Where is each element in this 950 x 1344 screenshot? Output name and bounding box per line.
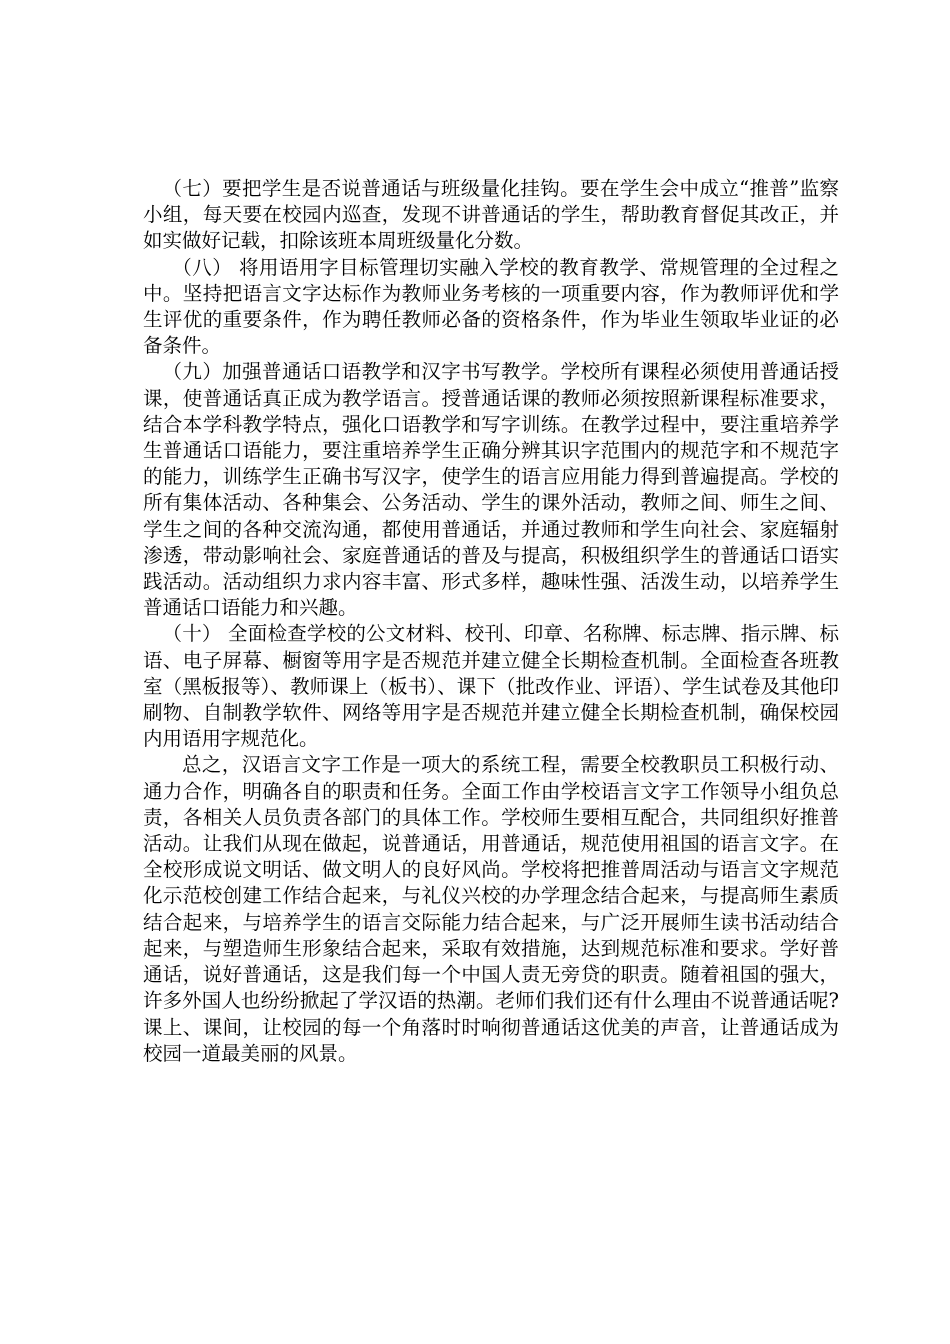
paragraph-nine: （九）加强普通话口语教学和汉字书写教学。学校所有课程必须使用普通话授课，使普通话真正成为教学语言。授普通话课的教师必须按照新课程标准要求，结合本学科教学特点，强化口语教学和写字训练。在教学过程中，要注重培养学生普通话口语能力，要注重培养学生正确分辨其识字范围内的规范字和不规范字的能力，训练学生正确书写汉字，使学生的语言应用能力得到普遍提高。学校的所有集体活动、各种集会、公务活动、学生的课外活动，教师之间、师生之间、学生之间的各种交流沟通，都使用普通话，并通过教师和学生向社会、家庭辐射渗透，带动影响社会、家庭普通话的普及与提高，积极组织学生的普通话口语实践活动。活动组织力求内容丰富、形式多样，趣味性强、活泼生动，以培养学生普通话口语能力和兴趣。: [143, 360, 839, 620]
paragraph-eight: （八） 将用语用字目标管理切实融入学校的教育教学、常规管理的全过程之中。坚持把语言文字达标作为教师业务考核的一项重要内容，作为教师评优和学生评优的重要条件，作为聘任教师必备的资格条件，作为毕业生领取毕业证的必备条件。: [143, 255, 839, 358]
paragraph-seven: （七）要把学生是否说普通话与班级量化挂钩。要在学生会中成立“推普”监察小组，每天要在校园内巡查，发现不讲普通话的学生，帮助教育督促其改正，并如实做好记载，扣除该班本周班级量化分数。: [143, 177, 839, 253]
paragraph-conclusion: 总之，汉语言文字工作是一项大的系统工程，需要全校教职员工积极行动、通力合作，明确各自的职责和任务。全面工作由学校语言文字工作领导小组负总责，各相关人员负责各部门的具体工作。学校师生要相互配合，共同组织好推普活动。让我们从现在做起，说普通话，用普通话，规范使用祖国的语言文字。在全校形成说文明话、做文明人的良好风尚。学校将把推普周活动与语言文字规范化示范校创建工作结合起来，与礼仪兴校的办学理念结合起来，与提高师生素质结合起来，与培养学生的语言交际能力结合起来，与广泛开展师生读书活动结合起来，与塑造师生形象结合起来，采取有效措施，达到规范标准和要求。学好普通话，说好普通话，这是我们每一个中国人责无旁贷的职责。随着祖国的强大，许多外国人也纷纷掀起了学汉语的热潮。老师们我们还有什么理由不说普通话呢?课上、课间，让校园的每一个角落时时响彻普通话这优美的声音，让普通话成为校园一道最美丽的风景。: [143, 753, 839, 1065]
paragraph-ten: （十） 全面检查学校的公文材料、校刊、印章、名称牌、标志牌、指示牌、标语、电子屏幕、橱窗等用字是否规范并建立健全长期检查机制。全面检查各班教室（黑板报等）、教师课上（板书）、课下（批改作业、评语）、学生试卷及其他印刷物、自制教学软件、网络等用字是否规范并建立健全长期检查机制，确保校园内用语用字规范化。: [143, 622, 839, 751]
document-body: [143, 176, 839, 1067]
